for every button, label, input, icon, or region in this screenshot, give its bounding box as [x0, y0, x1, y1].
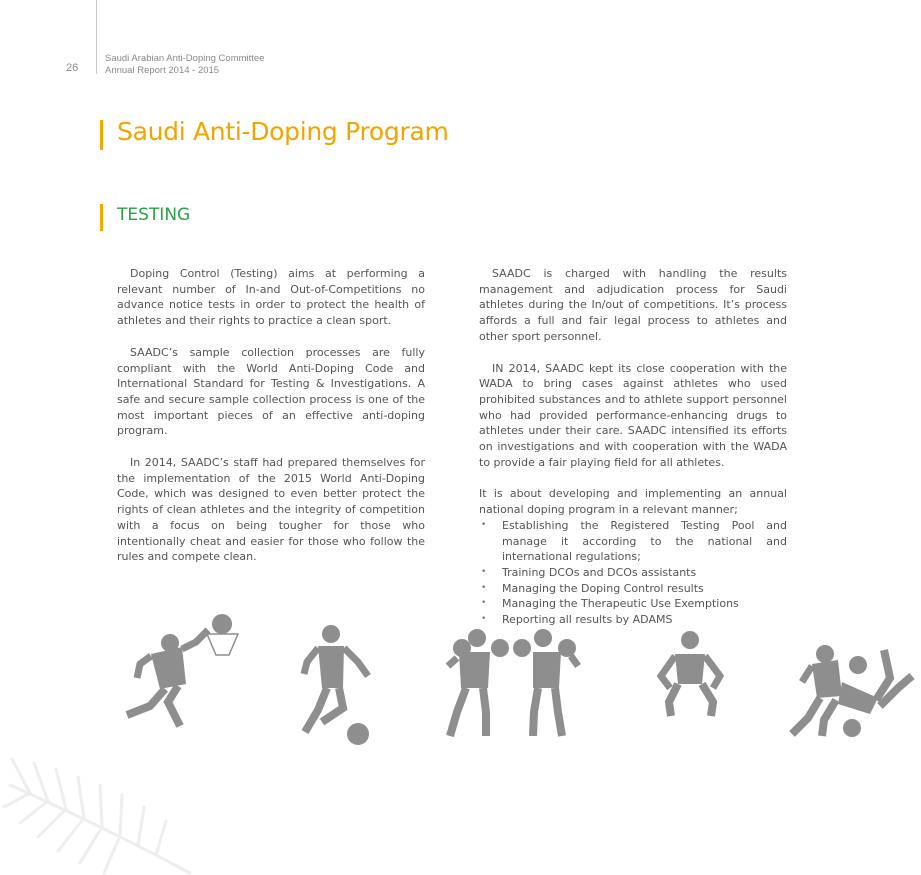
- boxers-icon: [448, 629, 578, 736]
- judo-throw-icon: [792, 645, 912, 737]
- sport-pictograms: [0, 610, 921, 750]
- list-item: • Establishing the Registered Testing Pool and manage it according to the national and international regulations;: [479, 518, 787, 565]
- weightlifter-icon: [661, 631, 720, 716]
- football-player-icon: [304, 625, 369, 745]
- running-header: [105, 53, 264, 77]
- list-item: • Managing the Therapeutic Use Exemptions: [479, 596, 787, 612]
- list-item: • Managing the Doping Control results: [479, 581, 787, 597]
- paragraph: In 2014, SAADC’s staff had prepared themselves for the implementation of the 2015 World Anti-Doping Code, which was designed to even better protect the rights of clean athletes and the integrity of competition with a focus on being tougher for those who intentionally cheat and easier for those who follow the rules and compete clean.: [117, 456, 425, 564]
- list-item: • Training DCOs and DCOs assistants: [479, 565, 787, 581]
- list-intro: It is about developing and implementing an annual national doping program in a relevant manner;: [479, 487, 787, 517]
- palm-leaf-watermark: [0, 755, 260, 875]
- org-name: Saudi Arabian Anti-Doping Committee: [105, 53, 265, 64]
- right-column: [479, 266, 787, 628]
- section-title: TESTING: [117, 205, 191, 225]
- header-divider: [96, 0, 97, 74]
- page-title: Saudi Anti-Doping Program: [117, 117, 449, 146]
- paragraph: Doping Control (Testing) aims at performing a relevant number of In-and Out-of-Competitions no advance notice tests in order to protect the health of athletes and their rights to practice a clean sport.: [117, 267, 425, 328]
- basketball-player-icon: [127, 614, 238, 726]
- section-accent-bar: [100, 204, 103, 231]
- report-name: Annual Report 2014 - 2015: [105, 65, 220, 76]
- list-item: • Reporting all results by ADAMS: [479, 612, 787, 628]
- paragraph: SAADC’s sample collection processes are fully compliant with the World Anti-Doping Code and International Standard for Testing & Investigations. A safe and secure sample collection process is one of the most important pieces of an effective anti-doping program.: [117, 345, 425, 438]
- paragraph: IN 2014, SAADC kept its close cooperation with the WADA to bring cases against athletes who used prohibited substances and to athlete support personnel who had provided performance-enhancing drugs to athletes under their care. SAADC intensified its efforts on investigations and with cooperation with the WADA to provide a fair playing field for all athletes.: [479, 361, 787, 469]
- paragraph: SAADC is charged with handling the results management and adjudication process for Saudi athletes during the In/out of competitions. It’s process affords a full and fair legal process to athletes and other sport personnel.: [479, 267, 787, 343]
- title-accent-bar: [100, 120, 103, 150]
- page-number: 26: [66, 62, 79, 74]
- left-column: [117, 266, 425, 581]
